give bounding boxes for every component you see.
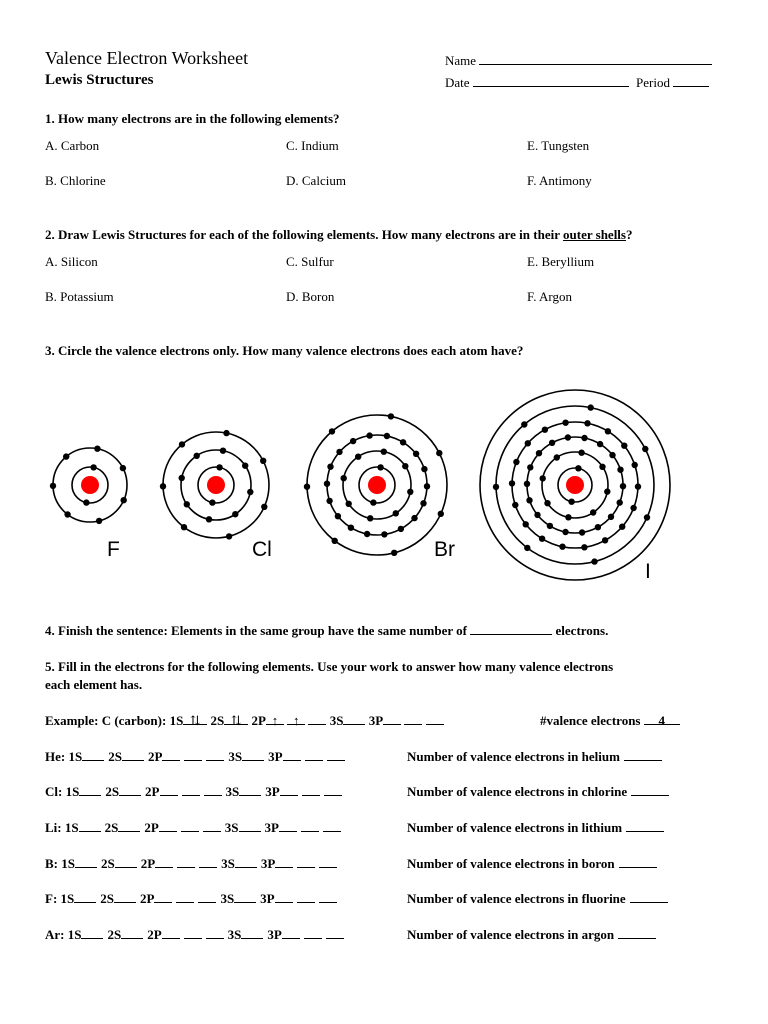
orbital-blank[interactable] [118,820,140,832]
example-3p-blank [426,713,444,725]
orbital-blank[interactable] [79,784,101,796]
q2-option: B. Potassium [45,289,114,304]
atom-label-br: Br [434,538,455,561]
electron-dot [120,465,126,471]
orbital-blank[interactable] [154,891,172,903]
electron-dot [524,481,530,487]
q1-option: B. Chlorine [45,173,106,188]
valence-question-text: Number of valence electrons in boron [407,856,615,871]
electron-dot [232,511,238,517]
label-2p: 2P [147,749,163,764]
electron-dot [411,515,417,521]
electron-dot [50,483,56,489]
electron-dot [348,525,354,531]
valence-answer-blank[interactable] [618,927,656,939]
config-prefix: B: 1S [45,856,75,871]
label-2s: 2S [108,749,122,764]
electron-dot [223,430,229,436]
valence-question-text: Number of valence electrons in lithium [407,820,623,835]
electron-dot [525,440,531,446]
element-config-row [45,927,348,943]
orbital-blank[interactable] [279,820,297,832]
orbital-blank[interactable] [181,820,199,832]
label-2p: 2P [139,891,155,906]
valence-question [407,856,657,872]
electron-dot [604,488,610,494]
orbital-blank[interactable] [115,856,137,868]
label-2p: 2P [147,927,162,942]
electron-dot [206,516,212,522]
electron-dot [602,537,608,543]
element-config-row [45,820,345,836]
orbital-blank[interactable] [82,749,104,761]
electron-dot [388,413,394,419]
orbital-blank[interactable] [319,891,337,903]
valence-question [407,749,662,765]
orbital-blank[interactable] [81,927,103,939]
orbital-blank[interactable] [275,891,293,903]
orbital-blank[interactable] [235,856,257,868]
element-config-row [45,856,341,872]
electron-dot [536,450,542,456]
question-2-prompt [45,227,632,243]
electron-dot [581,435,587,441]
orbital-blank[interactable] [327,749,345,761]
electron-dot [644,514,650,520]
orbital-blank[interactable] [184,927,202,939]
electron-dot [324,481,330,487]
orbital-blank[interactable] [162,927,180,939]
electron-dot [94,446,100,452]
electron-dot [527,464,533,470]
electron-dot [534,512,540,518]
nucleus [368,476,386,494]
electron-dot [524,545,530,551]
electron-dot [591,558,597,564]
orbital-blank[interactable] [114,891,136,903]
orbital-blank[interactable] [297,856,315,868]
valence-answer-blank[interactable] [624,749,662,761]
electron-dot [381,531,387,537]
atom-label-cl: Cl [252,538,272,561]
label-3p: 3P [267,927,282,942]
label-3p: 3P [260,891,275,906]
electron-dot [565,434,571,440]
example-row [45,713,444,729]
example-3p-label: 3P [368,713,384,728]
label-3s: 3S [221,856,235,871]
q1-option: D. Calcium [286,173,346,188]
orbital-blank[interactable] [206,927,224,939]
electron-dot [579,529,585,535]
worksheet-title: Valence Electron Worksheet [45,48,249,68]
electron-dot [617,499,623,505]
electron-dot [393,510,399,516]
electron-dot [83,499,89,505]
nucleus [566,476,584,494]
orbital-blank[interactable] [319,856,337,868]
electron-dot [562,420,568,426]
orbital-blank[interactable] [75,856,97,868]
example-1s-arrows: ⇅ [183,713,207,725]
electron-dot [420,500,426,506]
electron-dot [509,480,515,486]
question-5-prompt-line2: each element has. [45,677,143,692]
date-blank[interactable] [473,75,629,87]
element-config-row [45,749,349,765]
electron-dot [544,500,550,506]
electron-dot [421,466,427,472]
config-prefix: He: 1S [45,749,83,764]
config-prefix: F: 1S [45,891,75,906]
label-2p: 2P [140,856,156,871]
period-label: Period [636,75,670,90]
example-3s-blank [343,713,365,725]
label-2s: 2S [100,891,114,906]
example-prefix: Example: C (carbon): 1S [45,713,184,728]
electron-dot [366,432,372,438]
orbital-blank[interactable] [241,927,263,939]
question-1-prompt: 1. How many electrons are in the following elements? [45,111,340,126]
electron-dot [346,501,352,507]
example-valence-value: 4 [644,713,680,725]
orbital-blank[interactable] [122,749,144,761]
question-4-sentence [45,623,608,639]
electron-dot [512,502,518,508]
electron-dot [521,421,527,427]
electron-dot [413,451,419,457]
electron-dot [226,533,232,539]
example-2p-arrow-1: ↑ [266,713,284,725]
electron-dot [402,463,408,469]
q4-text-after: electrons. [552,623,609,638]
label-3p: 3P [265,784,280,799]
electron-dot [364,531,370,537]
electron-dot [391,550,397,556]
label-2s: 2S [107,927,122,942]
electron-dot [608,514,614,520]
electron-dot [620,483,626,489]
electron-dot [554,454,560,460]
example-3p-blank [383,713,401,725]
orbital-blank[interactable] [297,891,315,903]
orbital-blank[interactable] [159,820,177,832]
electron-dot [400,439,406,445]
electron-dot [209,499,215,505]
atom-label-f: F [107,538,120,561]
electron-dot [609,452,615,458]
orbital-blank[interactable] [302,784,320,796]
electron-dot [381,449,387,455]
valence-question [407,784,669,800]
orbital-blank[interactable] [301,820,319,832]
label-3p: 3P [264,820,279,835]
electron-dot [513,459,519,465]
electron-dot [568,499,574,505]
orbital-blank[interactable] [242,749,264,761]
orbital-blank[interactable] [280,784,298,796]
label-3s: 3S [227,927,242,942]
electron-dot [526,497,532,503]
q4-text-before: 4. Finish the sentence: Elements in the same group have the same number of [45,623,471,638]
electron-dot [367,515,373,521]
orbital-blank[interactable] [283,749,301,761]
nucleus [207,476,225,494]
electron-dot [96,518,102,524]
orbital-blank[interactable] [199,856,217,868]
electron-dot [584,420,590,426]
electron-dot [595,524,601,530]
electron-dot [539,536,545,542]
electron-dot [194,453,200,459]
electron-dot [336,449,342,455]
name-row [445,53,712,69]
q2-prompt-underlined: outer shells [563,227,626,242]
orbital-blank[interactable] [275,856,293,868]
valence-question-text: Number of valence electrons in argon [407,927,615,942]
label-3s: 3S [220,891,235,906]
electron-dot [260,458,266,464]
orbital-blank[interactable] [176,891,194,903]
orbital-blank[interactable] [324,784,342,796]
label-3s: 3S [228,749,243,764]
electron-dot [261,504,267,510]
electron-dot [247,489,253,495]
q2-option: E. Beryllium [527,254,595,269]
electron-dot [619,524,625,530]
orbital-blank[interactable] [282,927,300,939]
electron-dot [565,514,571,520]
orbital-blank[interactable] [239,820,261,832]
electron-dot [370,499,376,505]
element-config-row [45,891,341,907]
electron-dot [436,450,442,456]
orbital-blank[interactable] [203,820,221,832]
electron-dot [220,448,226,454]
label-2s: 2S [100,856,115,871]
orbital-blank[interactable] [184,749,202,761]
orbital-blank[interactable] [239,784,261,796]
name-blank[interactable] [479,53,712,65]
electron-dot [549,440,555,446]
valence-question [407,820,664,836]
q2-prompt-text: 2. Draw Lewis Structures for each of the following elements. How many electrons are in their [45,227,564,242]
label-2p: 2P [145,784,160,799]
orbital-blank[interactable] [234,891,256,903]
electron-dot [621,443,627,449]
q1-option: C. Indium [286,138,339,153]
orbital-blank[interactable] [74,891,96,903]
atom-label-i: I [645,560,651,583]
electron-dot [599,464,605,470]
electron-dot [377,464,383,470]
orbital-blank[interactable] [121,927,143,939]
valence-question-text: Number of valence electrons in helium [407,749,620,764]
label-3s: 3S [225,784,240,799]
electron-dot [179,441,185,447]
example-valence-label: #valence electrons [540,713,641,728]
orbital-blank[interactable] [155,856,173,868]
electron-dot [559,544,565,550]
example-2s-label: 2S [210,713,225,728]
element-config-row [45,784,346,800]
electron-dot [384,433,390,439]
electron-dot [630,505,636,511]
orbital-blank[interactable] [206,749,224,761]
valence-answer-blank[interactable] [626,820,664,832]
config-prefix: Cl: 1S [45,784,80,799]
name-label: Name [445,53,477,68]
date-row [445,75,709,91]
orbital-blank[interactable] [326,927,344,939]
q2-option: D. Boron [286,289,335,304]
q1-option: A. Carbon [45,138,100,153]
q2-option: A. Silicon [45,254,98,269]
electron-dot [407,489,413,495]
electron-dot [424,483,430,489]
valence-question [407,891,668,907]
label-2p: 2P [144,820,159,835]
electron-dot [181,524,187,530]
electron-dot [493,484,499,490]
q1-option: E. Tungsten [527,138,590,153]
orbital-blank[interactable] [198,891,216,903]
orbital-blank[interactable] [304,927,322,939]
electron-dot [590,509,596,515]
electron-dot [64,511,70,517]
date-label: Date [445,75,470,90]
config-prefix: Li: 1S [45,820,79,835]
valence-question-text: Number of valence electrons in chlorine [407,784,628,799]
electron-dot [581,544,587,550]
q4-answer-blank[interactable] [470,623,552,635]
electron-dot [398,526,404,532]
electron-dot [329,428,335,434]
electron-dot [332,538,338,544]
question-5-prompt-line1: 5. Fill in the electrons for the following elements. Use your work to answer how many valence electrons [45,659,614,674]
label-2s: 2S [105,784,120,799]
electron-dot [617,467,623,473]
q2-prompt-end: ? [625,227,633,242]
nucleus [81,476,99,494]
electron-dot [642,446,648,452]
example-2p-blank [308,713,326,725]
orbital-blank[interactable] [323,820,341,832]
electron-dot [438,511,444,517]
electron-dot [304,484,310,490]
electron-dot [562,529,568,535]
electron-dot [350,438,356,444]
config-prefix: Ar: 1S [45,927,82,942]
electron-dot [179,475,185,481]
orbital-blank[interactable] [162,749,180,761]
valence-answer-blank[interactable] [630,891,668,903]
orbital-blank[interactable] [204,784,222,796]
example-2p-label: 2P [251,713,266,728]
example-valence [540,713,680,729]
electron-dot [216,464,222,470]
electron-dot [242,463,248,469]
electron-dot [547,523,553,529]
valence-answer-blank[interactable] [619,856,657,868]
electron-dot [327,464,333,470]
electron-dot [326,498,332,504]
label-3p: 3P [260,856,276,871]
orbital-blank[interactable] [79,820,101,832]
valence-question-text: Number of valence electrons in fluorine [407,891,626,906]
orbital-blank[interactable] [119,784,141,796]
electron-dot [605,428,611,434]
electron-dot [575,465,581,471]
q2-option: F. Argon [527,289,572,304]
orbital-blank[interactable] [305,749,323,761]
q1-option: F. Antimony [527,173,592,188]
valence-question [407,927,656,943]
electron-dot [542,427,548,433]
label-3p: 3P [268,749,283,764]
valence-answer-blank[interactable] [631,784,669,796]
electron-dot [160,483,166,489]
electron-dot [63,453,69,459]
example-3p-blank [404,713,422,725]
q2-option: C. Sulfur [286,254,334,269]
electron-dot [341,475,347,481]
period-blank[interactable] [673,75,709,87]
electron-dot [121,497,127,503]
electron-dot [632,462,638,468]
electron-dot [184,501,190,507]
example-3s-label: 3S [329,713,344,728]
electron-dot [523,521,529,527]
bohr-diagrams [0,385,768,595]
orbital-blank[interactable] [182,784,200,796]
label-3s: 3S [224,820,239,835]
label-2s: 2S [104,820,119,835]
electron-dot [578,450,584,456]
question-3-prompt: 3. Circle the valence electrons only. How many valence electrons does each atom have? [45,343,524,358]
electron-dot [540,475,546,481]
electron-dot [355,454,361,460]
electron-dot [597,441,603,447]
electron-dot [335,513,341,519]
worksheet-subtitle: Lewis Structures [45,72,154,88]
example-2p-arrow-2: ↑ [287,713,305,725]
electron-dot [635,483,641,489]
example-2s-arrows: ⇅ [224,713,248,725]
electron-dot [90,464,96,470]
orbital-blank[interactable] [160,784,178,796]
electron-dot [588,404,594,410]
orbital-blank[interactable] [177,856,195,868]
